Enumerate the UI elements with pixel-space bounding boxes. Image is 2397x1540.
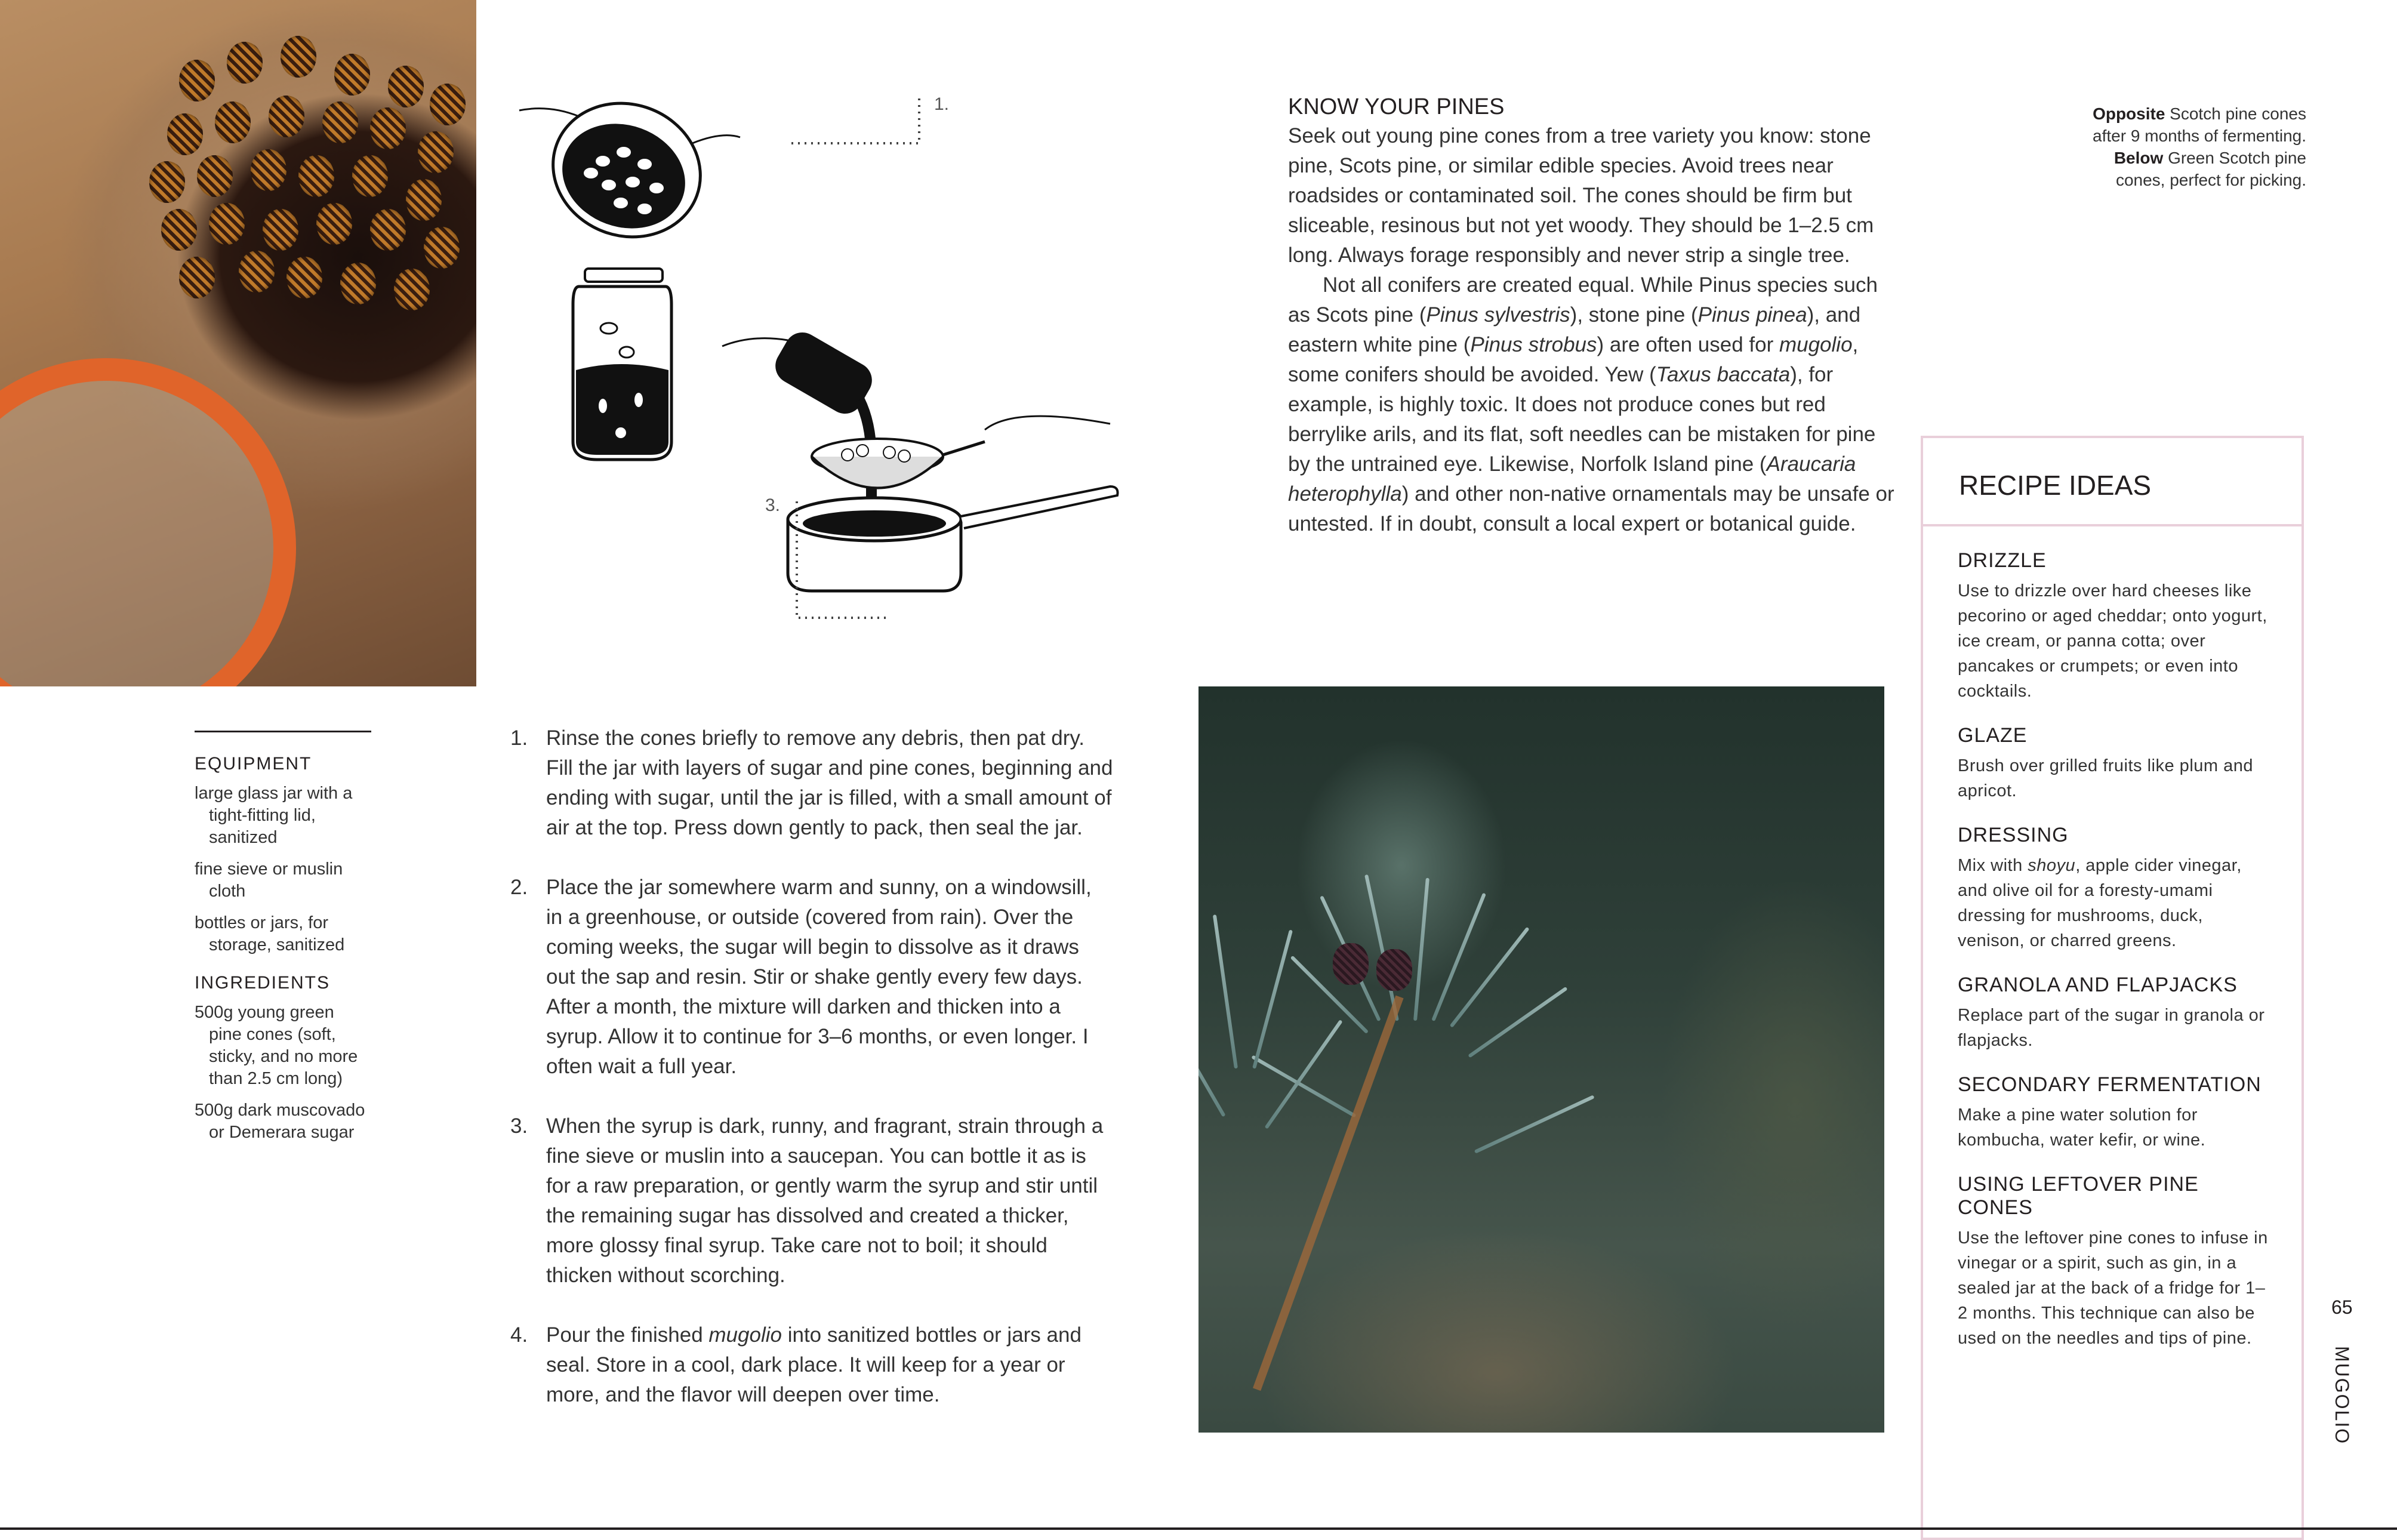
strain-into-saucepan-illustration — [722, 326, 1118, 591]
recipe-idea-secondary-fermentation — [1958, 1073, 2272, 1153]
illustration-label-step-3: 3. — [765, 495, 781, 515]
know-your-pines-paragraph-2: Not all conifers are created equal. While Pinus species such as Scots pine (Pinus sylvestris), stone pine (Pinus pinea), and eastern white pine (Pinus strobus) are often used for mugolio, some conifers should be avoided. Yew (Taxus baccata), for example, is highly toxic. It does not produce cones but red berrylike arils, and its flat, soft needles can be mistaken for pine by the untrained eye. Likewise, Norfolk Island pine (Araucaria heterophylla) and other non-native ornamentals may be unsafe or untested. If in doubt, consult a local expert or botanical guide. — [1288, 273, 1894, 535]
caption-opposite-text: Scotch pine cones after 9 months of fermenting. — [2093, 104, 2306, 145]
recipe-idea-text: Use the leftover pine cones to infuse in vinegar or a spirit, such as gin, in a sealed jar at the back of a fridge for 1–2 months. This technique can also be used on the needles and tips of pine. — [1958, 1228, 2268, 1348]
caption-opposite-label: Opposite — [2093, 104, 2165, 123]
young-pine-cone — [1333, 943, 1369, 985]
recipe-idea-granola — [1958, 974, 2272, 1053]
recipe-idea-heading: GRANOLA AND FLAPJACKS — [1958, 974, 2238, 996]
know-your-pines-title: KNOW YOUR PINES — [1288, 94, 1505, 119]
step-text: When the syrup is dark, runny, and fragrant, strain through a fine sieve or muslin into a saucepan. You can bottle it as is for a raw preparation, or gently warm the syrup and stir until the remaining sugar has dissolved and created a thicker, more glossy final syrup. Take care not to boil; it should thicken without scorching. — [546, 1114, 1104, 1287]
step-number: 2. — [510, 876, 528, 899]
recipe-idea-heading: SECONDARY FERMENTATION — [1958, 1073, 2262, 1096]
equipment-item: fine sieve or muslin cloth — [195, 860, 343, 901]
equipment-ingredients-sidebar — [195, 731, 371, 1160]
step-item — [510, 723, 1113, 843]
step-item — [510, 873, 1113, 1082]
step-item — [510, 1320, 1113, 1410]
know-your-pines-section — [1288, 94, 1897, 539]
equipment-section — [195, 754, 371, 956]
young-pine-cone — [1376, 949, 1412, 991]
step-number: 3. — [510, 1114, 528, 1138]
recipe-idea-text: Replace part of the sugar in granola or flapjacks. — [1958, 1006, 2265, 1050]
recipe-idea-dressing — [1958, 824, 2272, 953]
sidebar-rule — [195, 731, 371, 732]
step-number: 1. — [510, 726, 528, 750]
recipe-idea-heading: GLAZE — [1958, 724, 2028, 747]
ingredient-item: 500g dark muscovado or Demerara sugar — [195, 1101, 365, 1142]
jar-illustration — [573, 269, 671, 460]
recipe-idea-text: Make a pine water solution for kombucha, water kefir, or wine. — [1958, 1105, 2206, 1150]
caption-below-text: Green Scotch pine cones, perfect for picking. — [2115, 149, 2306, 189]
running-title: MUGOLIO — [2331, 1346, 2353, 1445]
step-text: Rinse the cones briefly to remove any debris, then pat dry. Fill the jar with layers of sugar and pine cones, beginning and ending with sugar, until the jar is filled, with a small amount of air at the top. Press down gently to pack, then seal the jar. — [546, 726, 1113, 839]
step-number: 4. — [510, 1323, 528, 1347]
ingredient-item: 500g young green pine cones (soft, sticky, and no more than 2.5 cm long) — [195, 1003, 358, 1088]
equipment-item: large glass jar with a tight-fitting lid, sanitized — [195, 784, 353, 847]
ingredients-title: INGREDIENTS — [195, 973, 331, 993]
page-number: 65 — [2331, 1296, 2353, 1318]
method-steps — [510, 723, 1113, 1440]
photo-caption — [2077, 103, 2306, 191]
page-bottom-rule — [0, 1527, 2397, 1530]
equipment-title: EQUIPMENT — [195, 754, 312, 774]
ingredients-section — [195, 973, 371, 1144]
recipe-idea-drizzle — [1958, 549, 2272, 704]
recipe-ideas-title: RECIPE IDEAS — [1923, 438, 2302, 526]
caption-below-label: Below — [2113, 149, 2164, 167]
step-text: Place the jar somewhere warm and sunny, on a windowsill, in a greenhouse, or outside (covered from rain). Over the coming weeks, the sugar will begin to dissolve as it draws out the sap and resin. Stir or shake gently every few days. After a month, the mixture will darken and thicken into a syrup. Allow it to continue for 3–6 months, or even longer. I often wait a full year. — [546, 876, 1092, 1078]
recipe-idea-heading: USING LEFTOVER PINE CONES — [1958, 1173, 2199, 1219]
step-item — [510, 1111, 1113, 1290]
step-text: Pour the finished mugolio into sanitized bottles or jars and seal. Store in a cool, dark place. It will keep for a year or more, and the flavor will deepen over time. — [546, 1323, 1082, 1406]
jar-lid-orange-seal — [0, 304, 350, 686]
recipe-idea-heading: DRIZZLE — [1958, 549, 2047, 572]
equipment-item: bottles or jars, for storage, sanitized — [195, 913, 345, 954]
photo-fermenting-pine-cones — [0, 0, 476, 686]
recipe-ideas-box — [1921, 436, 2304, 1540]
illustration-steps — [513, 90, 1128, 657]
recipe-idea-text: Use to drizzle over hard cheeses like pecorino or aged cheddar; onto yogurt, ice cream, or panna cotta; over pancakes or crumpets; or even into cocktails. — [1958, 581, 2267, 701]
illustration-label-step-1: 1. — [934, 94, 950, 114]
recipe-idea-glaze — [1958, 724, 2272, 803]
know-your-pines-paragraph-1: Seek out young pine cones from a tree variety you know: stone pine, Scots pine, or similar edible species. Avoid trees near roadsides or contaminated soil. The cones should be firm but sliceable, resinous but not yet woody. They should be 1–2.5 cm long. Always forage responsibly and never strip a single tree. — [1288, 124, 1874, 267]
recipe-idea-text: Mix with shoyu, apple cider vinegar, and olive oil for a foresty-umami dressing for mushrooms, duck, venison, or charred greens. — [1958, 856, 2242, 950]
recipe-idea-text: Brush over grilled fruits like plum and apricot. — [1958, 756, 2253, 800]
recipe-idea-leftover-cones — [1958, 1173, 2272, 1351]
recipe-idea-heading: DRESSING — [1958, 824, 2069, 846]
bowl-pouring-illustration — [519, 90, 740, 257]
photo-green-pine-cones — [1198, 686, 1884, 1433]
